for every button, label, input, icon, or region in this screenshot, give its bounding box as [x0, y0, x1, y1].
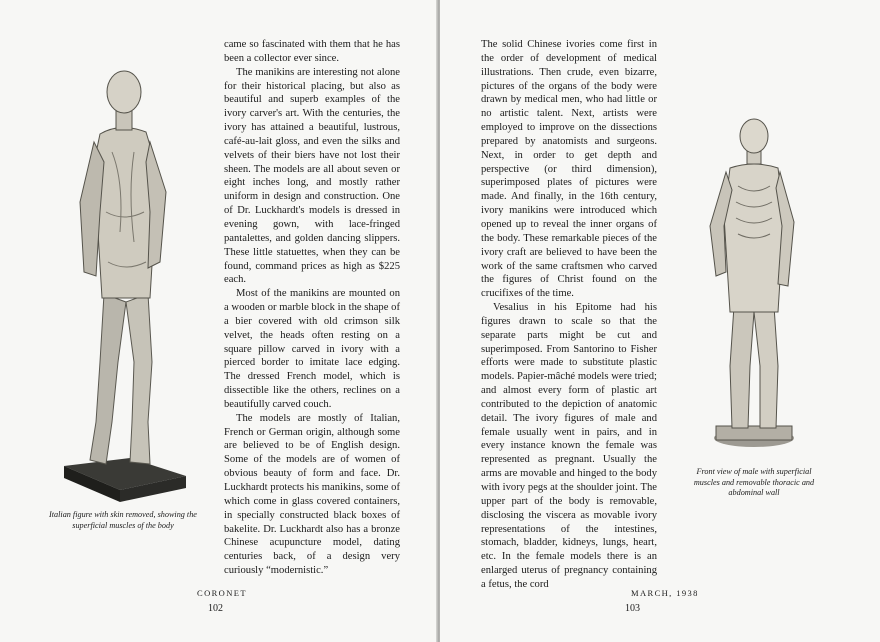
paragraph: came so fascinated with them that he has been a collector ever since. [224, 39, 400, 64]
anatomical-figure-front-view [692, 116, 816, 456]
anatomical-figure-back-view [60, 62, 192, 504]
paragraph: Most of the manikins are mounted on a wooden or marble block in the shape of a bier covered with old crimson silk velvet, the heads often resting on a square pillow carved in ivory with a pierced border to imitate lace edging. The dressed French model, which is dissectible like the others, reclines on a beautifully carved couch. [224, 288, 400, 410]
paragraph: The solid Chinese ivories come first in the order of development of medical illustrations. Then crude, even bizarre, pictures of the organs of the body were drawn by medical men, who had little or no artistic talent. Next, artists were employed to improve on the dissections prepared by anatomists and surgeons. Next, in order to get depth and perspective (or third dimension), superimposed plates of pictures were made. And finally, in the 16th century, ivory manikins were introduced which opened up to reveal the inner organs of the body. These remarkable pieces of the ivory craft are believed to have been the work of the same craftsmen who carved the figures of Christ found on the crucifixes of the time. [481, 39, 657, 300]
male-figure-illustration [692, 116, 816, 456]
paragraph: The models are mostly of Italian, French or German origin, although some are believed to be of English design. Some of the models are of women of obvious beauty of form and face. Dr. Luckhardt protects his manikins, some of which come in glass covered containers, in specially constructed black boxes of bakelite. Dr. Luckhardt also has a bronze Chinese acupuncture model, dating centuries back, of a design very curiously “modernistic.” [224, 412, 400, 577]
paragraph: Vesalius in his Epitome had his figures drawn to scale so that the separate parts might be cut and superimposed. From Santorino to Fisher efforts were made to substitute plastic models. Papier-mâché models were tried; and almost every form of plastic art contributed to the depiction of anatomic detail. The ivory figures of male and female usually went in pairs, and in every instance known the female was represented as pregnant. Usually the arms are movable and hinged to the body with ivory pegs at the shoulder joint. The upper part of the body is removable, disclosing the viscera as movable ivory representations of the intestines, stomach, bladder, kidneys, lungs, heart, etc. In the female models there is an enlarged uterus of pregnancy containing a fetus, the cord [481, 302, 657, 590]
figure-caption: Italian figure with skin removed, showing the superficial muscles of the body [49, 510, 197, 530]
left-page [0, 0, 438, 642]
page-number: 102 [208, 603, 223, 614]
italian-figure-illustration [60, 62, 192, 504]
text-column [481, 38, 657, 592]
running-footer-title: MARCH, 1938 [631, 588, 699, 598]
right-page [440, 0, 880, 642]
page-number: 103 [625, 603, 640, 614]
text-column [224, 38, 400, 578]
running-footer-title: CORONET [197, 588, 247, 598]
figure-caption: Front view of male with superficial muscles and removable thoracic and abdominal wall [693, 467, 815, 497]
paragraph: The manikins are interesting not alone for their historical placing, but also as beautiful and superb examples of the ivory carver's art. With the centuries, the ivory has attained a beautiful, lustrous, café-au-lait gloss, and even the silks and velvets of their biers have not lost their sheen. The models are all about seven or eight inches long, and mostly rather uniform in design and construction. One of Dr. Luckhardt's models is dressed in evening gown, with lace-fringed pantalettes, and golden dancing slippers. These little statuettes, when they can be found, command prices as high as $225 each. [224, 66, 400, 286]
